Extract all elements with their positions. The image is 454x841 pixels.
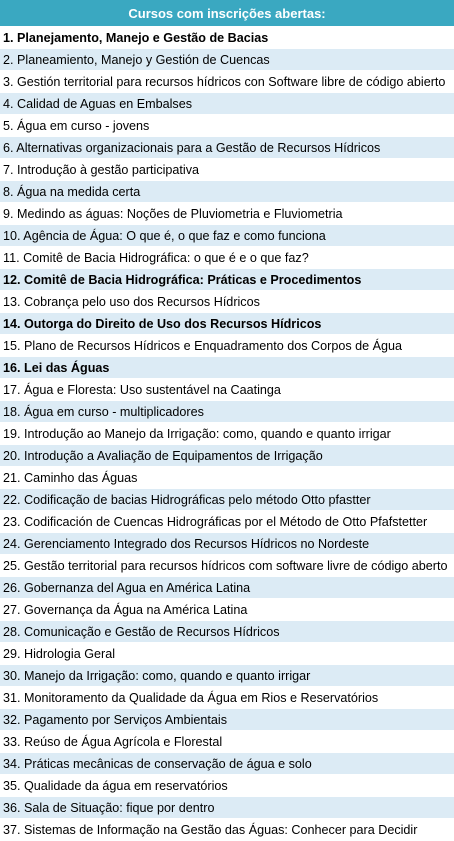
course-row[interactable] <box>0 467 454 489</box>
course-row[interactable] <box>0 621 454 643</box>
course-label[interactable]: 37. Sistemas de Informação na Gestão das Águas: Conhecer para Decidir <box>3 823 418 837</box>
course-row[interactable] <box>0 203 454 225</box>
course-row[interactable] <box>0 49 454 71</box>
course-row[interactable] <box>0 247 454 269</box>
course-row[interactable] <box>0 71 454 93</box>
course-label[interactable]: 6. Alternativas organizacionais para a Gestão de Recursos Hídricos <box>3 141 381 155</box>
course-list <box>0 27 454 841</box>
course-label[interactable]: 10. Agência de Água: O que é, o que faz e como funciona <box>3 229 326 243</box>
course-label[interactable]: 2. Planeamiento, Manejo y Gestión de Cuencas <box>3 53 270 67</box>
course-label[interactable]: 17. Água e Floresta: Uso sustentável na Caatinga <box>3 383 281 397</box>
course-label[interactable]: 35. Qualidade da água em reservatórios <box>3 779 228 793</box>
course-label[interactable]: 33. Reúso de Água Agrícola e Florestal <box>3 735 223 749</box>
course-row[interactable] <box>0 423 454 445</box>
course-row[interactable] <box>0 357 454 379</box>
course-label[interactable]: 26. Gobernanza del Agua en América Latina <box>3 581 251 595</box>
course-row[interactable] <box>0 313 454 335</box>
course-row[interactable] <box>0 137 454 159</box>
course-label[interactable]: 25. Gestão territorial para recursos hídricos com software livre de código aberto <box>3 559 448 573</box>
course-label[interactable]: 28. Comunicação e Gestão de Recursos Hídricos <box>3 625 280 639</box>
course-row[interactable] <box>0 379 454 401</box>
course-label[interactable]: 15. Plano de Recursos Hídricos e Enquadramento dos Corpos de Água <box>3 339 403 353</box>
course-label[interactable]: 20. Introdução a Avaliação de Equipamentos de Irrigação <box>3 449 323 463</box>
course-row[interactable] <box>0 489 454 511</box>
course-row[interactable] <box>0 643 454 665</box>
course-label[interactable]: 30. Manejo da Irrigação: como, quando e quanto irrigar <box>3 669 311 683</box>
course-row[interactable] <box>0 115 454 137</box>
course-label[interactable]: 19. Introdução ao Manejo da Irrigação: como, quando e quanto irrigar <box>3 427 391 441</box>
course-label[interactable]: 14. Outorga do Direito de Uso dos Recursos Hídricos <box>3 317 322 331</box>
course-label[interactable]: 32. Pagamento por Serviços Ambientais <box>3 713 228 727</box>
course-label[interactable]: 24. Gerenciamento Integrado dos Recursos Hídricos no Nordeste <box>3 537 370 551</box>
course-label[interactable]: 29. Hidrologia Geral <box>3 647 116 661</box>
course-label[interactable]: 34. Práticas mecânicas de conservação de água e solo <box>3 757 312 771</box>
course-label[interactable]: 22. Codificação de bacias Hidrográficas pelo método Otto pfastter <box>3 493 371 507</box>
header-title: Cursos com inscrições abertas: <box>128 5 326 21</box>
course-label[interactable]: 21. Caminho das Águas <box>3 471 138 485</box>
course-row[interactable] <box>0 533 454 555</box>
course-label[interactable]: 36. Sala de Situação: fique por dentro <box>3 801 215 815</box>
course-row[interactable] <box>0 687 454 709</box>
course-label[interactable]: 27. Governança da Água na América Latina <box>3 603 248 617</box>
course-row[interactable] <box>0 819 454 841</box>
course-row[interactable] <box>0 269 454 291</box>
course-label[interactable]: 8. Água na medida certa <box>3 185 141 199</box>
course-label[interactable]: 4. Calidad de Aguas en Embalses <box>3 97 193 111</box>
course-row[interactable] <box>0 291 454 313</box>
course-label[interactable]: 5. Água em curso - jovens <box>3 119 150 133</box>
course-row[interactable] <box>0 775 454 797</box>
course-row[interactable] <box>0 511 454 533</box>
course-label[interactable]: 18. Água em curso - multiplicadores <box>3 405 204 419</box>
course-row[interactable] <box>0 731 454 753</box>
course-label[interactable]: 16. Lei das Águas <box>3 361 110 375</box>
course-row[interactable] <box>0 555 454 577</box>
course-row[interactable] <box>0 797 454 819</box>
course-row[interactable] <box>0 93 454 115</box>
course-label[interactable]: 23. Codificación de Cuencas Hidrográficas por el Método de Otto Pfafstetter <box>3 515 428 529</box>
course-row[interactable] <box>0 225 454 247</box>
course-row[interactable] <box>0 599 454 621</box>
course-row[interactable] <box>0 445 454 467</box>
course-label[interactable]: 1. Planejamento, Manejo e Gestão de Bacias <box>3 31 269 45</box>
course-row[interactable] <box>0 181 454 203</box>
course-row[interactable] <box>0 159 454 181</box>
course-row[interactable] <box>0 27 454 49</box>
course-label[interactable]: 11. Comitê de Bacia Hidrográfica: o que é e o que faz? <box>3 251 309 265</box>
course-label[interactable]: 31. Monitoramento da Qualidade da Água em Rios e Reservatórios <box>3 691 379 705</box>
course-label[interactable]: 12. Comitê de Bacia Hidrográfica: Práticas e Procedimentos <box>3 273 362 287</box>
course-label[interactable]: 9. Medindo as águas: Noções de Pluviometria e Fluviometria <box>3 207 343 221</box>
course-row[interactable] <box>0 665 454 687</box>
table-header <box>0 0 454 27</box>
course-row[interactable] <box>0 577 454 599</box>
course-row[interactable] <box>0 335 454 357</box>
course-label[interactable]: 13. Cobrança pelo uso dos Recursos Hídricos <box>3 295 260 309</box>
course-row[interactable] <box>0 401 454 423</box>
course-label[interactable]: 3. Gestión territorial para recursos hídricos con Software libre de código abierto <box>3 75 446 89</box>
course-row[interactable] <box>0 709 454 731</box>
course-row[interactable] <box>0 753 454 775</box>
course-label[interactable]: 7. Introdução à gestão participativa <box>3 163 200 177</box>
